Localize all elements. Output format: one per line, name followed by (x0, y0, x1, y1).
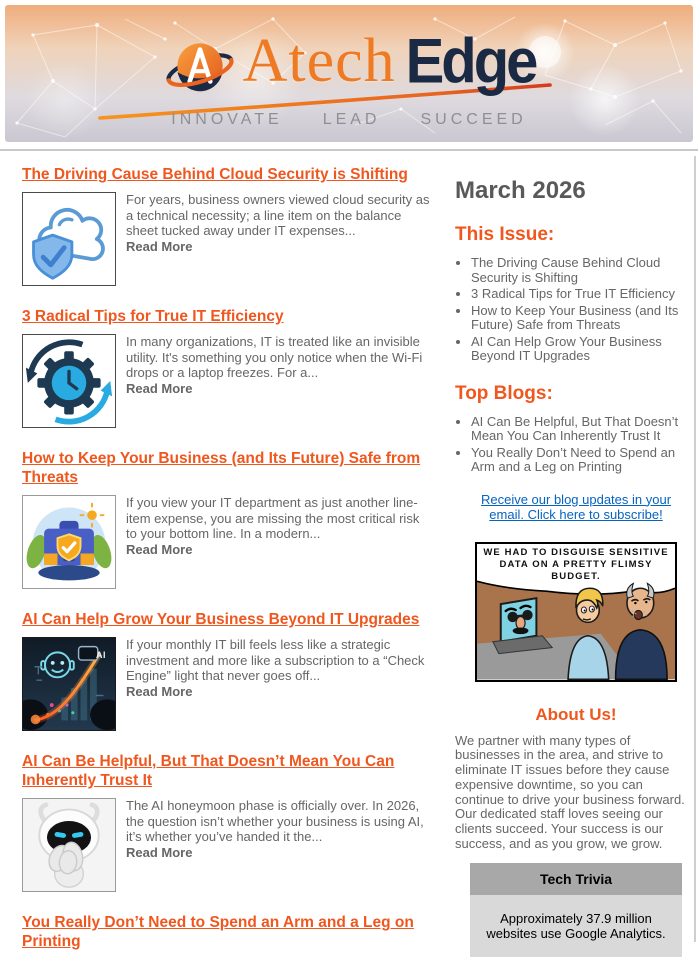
about-us-text: We partner with many types of businesses in the area, and strive to eliminate IT issues before they cause expensive downtime, so you can continue to drive your business forward. Our dedicated staff loves seeing our clients succeed. Your success is our success, and as you grow, we grow. (455, 732, 685, 852)
article-cloud-security (22, 165, 442, 286)
tagline-word-innovate: INNOVATE (171, 111, 283, 128)
read-more-link[interactable]: Read More (126, 844, 193, 860)
tech-trivia-heading: Tech Trivia (470, 863, 682, 895)
article-title-link[interactable]: AI Can Help Grow Your Business Beyond IT Upgrades (22, 611, 420, 628)
list-item: • How to Keep Your Business (and Its Future) Safe from Threats (471, 304, 697, 333)
article-title-link[interactable]: The Driving Cause Behind Cloud Security is Shifting (22, 166, 408, 183)
sidebar (455, 165, 697, 972)
right-border-rule (694, 156, 696, 942)
article-ai-trust (22, 752, 442, 892)
article-thumbnail[interactable] (22, 495, 116, 589)
article-title-link[interactable]: 3 Radical Tips for True IT Efficiency (22, 308, 284, 325)
article-excerpt (126, 495, 431, 589)
excerpt-text: If you view your IT department as just another line-item expense, you are missing the most critical risk to your bottom line. In a modern... (126, 495, 420, 541)
article-thumbnail[interactable] (22, 334, 116, 428)
ai-chip-label: AI (96, 650, 106, 660)
article-title-link[interactable]: AI Can Be Helpful, But That Doesn’t Mean You Can Inherently Trust It (22, 753, 395, 789)
article-it-efficiency (22, 307, 442, 428)
article-excerpt (126, 798, 431, 892)
subscribe-link[interactable]: Receive our blog updates in your email. Click here to subscribe! (480, 491, 672, 522)
comic-image (475, 542, 677, 682)
article-title-link[interactable]: You Really Don’t Need to Spend an Arm and a Leg on Printing (22, 914, 414, 950)
articles-column (22, 165, 442, 972)
excerpt-text: If your monthly IT bill feels less like a strategic investment and more like a subscription to a “Check Engine” light that never goes off... (126, 637, 425, 683)
brand-tagline (5, 111, 693, 129)
content-area (0, 151, 698, 972)
tech-trivia-box (470, 863, 682, 957)
list-item: • You Really Don’t Need to Spend an Arm and a Leg on Printing (471, 446, 697, 475)
brand-lockup (5, 27, 693, 103)
atech-logo-icon (163, 29, 237, 103)
list-item: • AI Can Be Helpful, But That Doesn’t Mean You Can Inherently Trust It (471, 415, 697, 444)
list-item: • 3 Radical Tips for True IT Efficiency (471, 287, 697, 302)
article-ai-growth (22, 610, 442, 731)
top-blogs-list (455, 415, 697, 475)
article-title-link[interactable]: How to Keep Your Business (and Its Future) Safe from Threats (22, 450, 421, 486)
article-excerpt (126, 334, 431, 428)
briefcase-shield-icon (23, 496, 115, 588)
list-item: • The Driving Cause Behind Cloud Security is Shifting (471, 256, 697, 285)
this-issue-heading: This Issue: (455, 224, 555, 245)
excerpt-text: In many organizations, IT is treated like an invisible utility. It's something you only notice when the Wi-Fi drops or a laptop freezes. For a... (126, 334, 423, 380)
article-thumbnail[interactable] (22, 798, 116, 892)
top-blogs-heading: Top Blogs: (455, 382, 553, 404)
about-us-heading: About Us! (535, 704, 617, 724)
tagline-word-lead: LEAD (322, 111, 381, 128)
article-excerpt (126, 637, 431, 731)
article-thumbnail[interactable] (22, 637, 116, 731)
comic-caption: WE HAD TO DISGUISE SENSITIVE DATA ON A PRETTY FLIMSY BUDGET. (483, 546, 669, 582)
article-printing-costs (22, 913, 442, 951)
article-thumbnail[interactable] (22, 192, 116, 286)
issue-date: March 2026 (455, 177, 586, 204)
read-more-link[interactable]: Read More (126, 541, 193, 557)
brand-name-secondary: Edge (405, 26, 536, 97)
tagline-word-succeed: SUCCEED (420, 111, 527, 128)
article-safe-from-threats (22, 449, 442, 589)
tech-trivia-text: Approximately 37.9 million websites use Google Analytics. (470, 895, 682, 957)
read-more-link[interactable]: Read More (126, 380, 193, 396)
article-excerpt (126, 192, 431, 286)
excerpt-text: The AI honeymoon phase is officially over. In 2026, the question isn’t whether your business is using AI, it’s whether you’ve handed it the... (126, 798, 424, 844)
read-more-link[interactable]: Read More (126, 683, 193, 699)
gear-clock-arrows-icon (23, 335, 115, 427)
robot-covering-mouth-icon (23, 799, 115, 891)
cloud-shield-check-icon (23, 193, 115, 285)
brand-name-primary: Atech (242, 27, 396, 95)
list-item: • AI Can Help Grow Your Business Beyond IT Upgrades (471, 335, 697, 364)
excerpt-text: For years, business owners viewed cloud security as a technical necessity; a line item on the balance sheet tucked away under IT expenses... (126, 192, 430, 238)
newsletter-header (5, 5, 693, 142)
this-issue-list (455, 256, 697, 364)
read-more-link[interactable]: Read More (126, 238, 193, 254)
